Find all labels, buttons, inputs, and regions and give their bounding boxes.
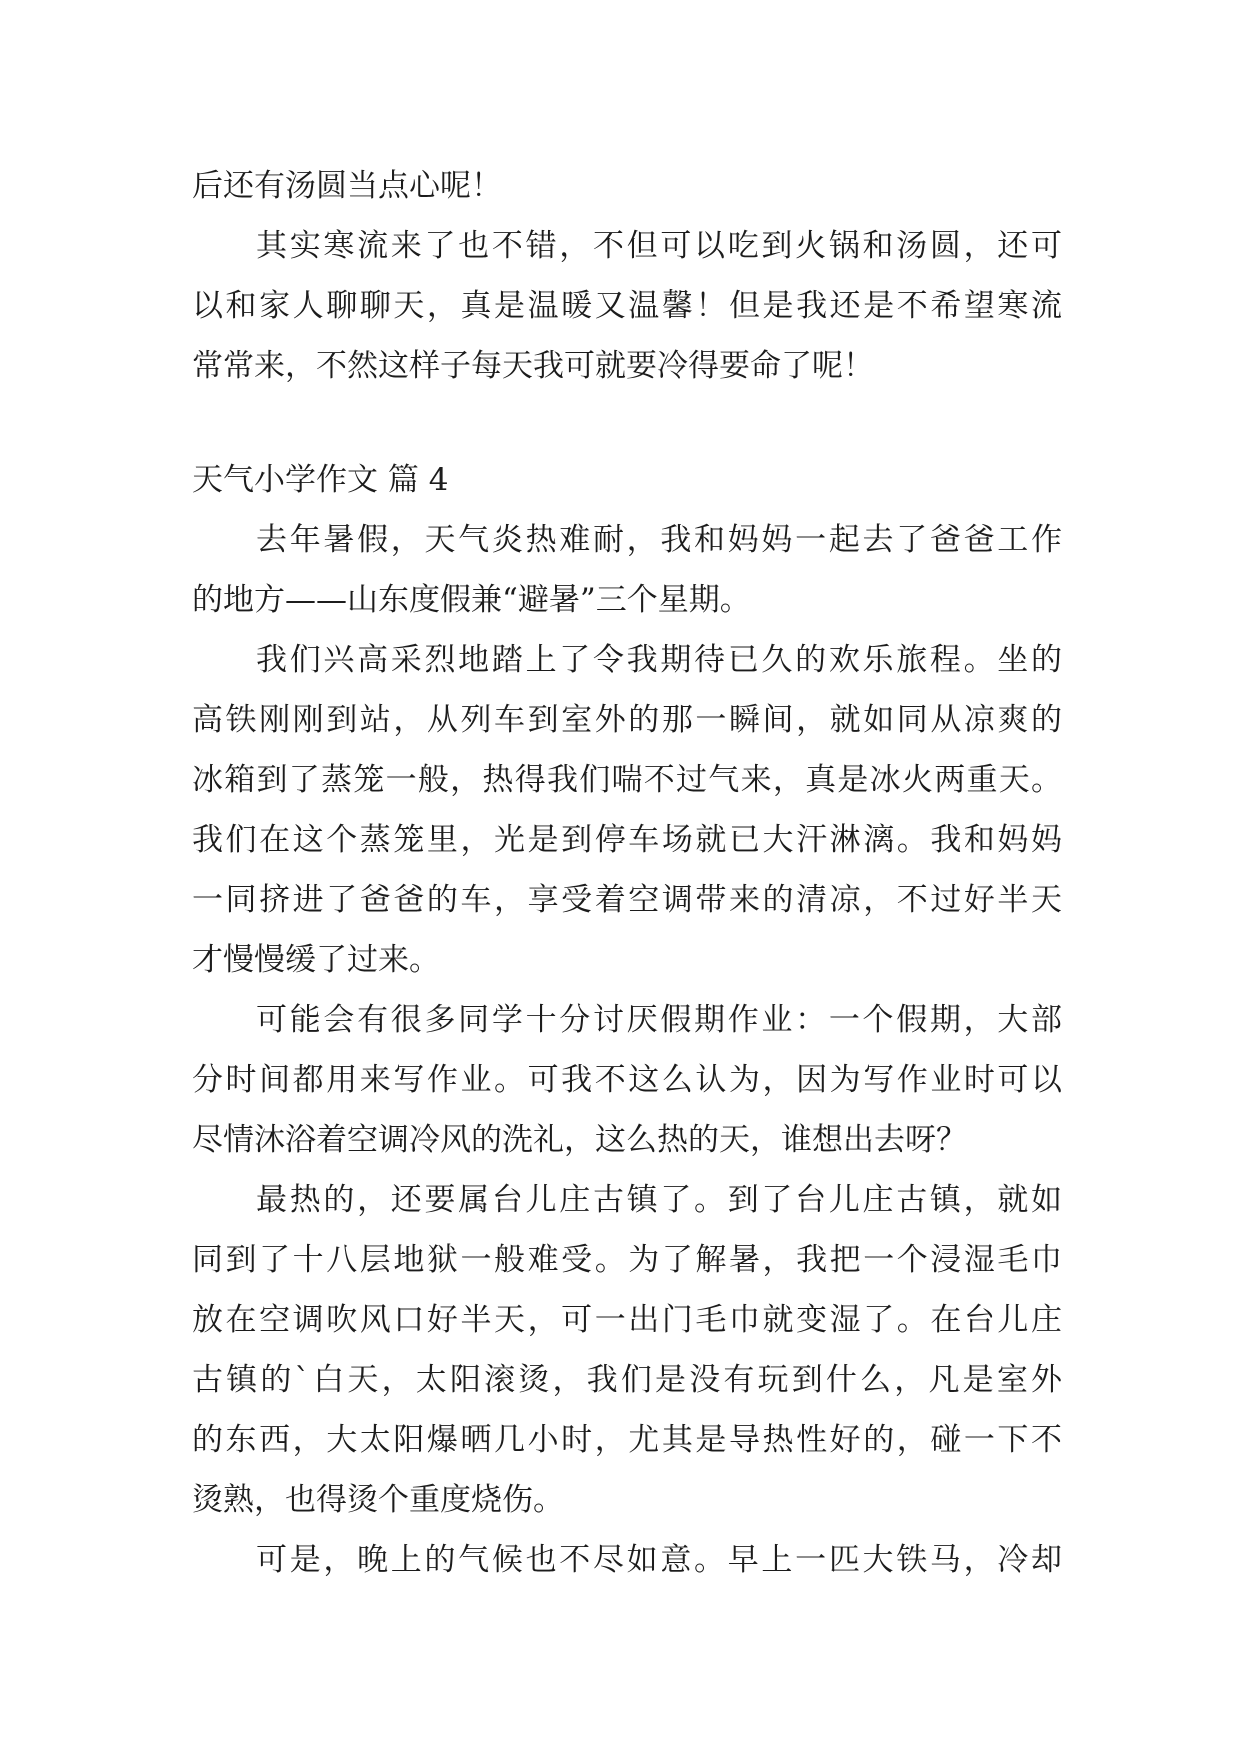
paragraph-first-line: 可能会有很多同学十分讨厌假期作业：一个假期，大部	[256, 1002, 1062, 1038]
text-line: 的东西，大太阳爆晒几小时，尤其是导热性好的，碰一下不	[192, 1422, 1062, 1458]
text-line: 放在空调吹风口好半天，可一出门毛巾就变湿了。在台儿庄	[192, 1302, 1062, 1338]
text-line: 后还有汤圆当点心呢！	[192, 168, 502, 204]
section-heading: 天气小学作文 篇 4	[192, 462, 449, 498]
text-line: 一同挤进了爸爸的车，享受着空调带来的清凉，不过好半天	[192, 882, 1062, 918]
paragraph-first-line: 可是，晚上的气候也不尽如意。早上一匹大铁马，冷却	[256, 1542, 1062, 1578]
text-line: 以和家人聊聊天，真是温暖又温馨！但是我还是不希望寒流	[192, 288, 1062, 324]
paragraph-first-line: 我们兴高采烈地踏上了令我期待已久的欢乐旅程。坐的	[256, 642, 1062, 678]
paragraph-first-line: 其实寒流来了也不错，不但可以吃到火锅和汤圆，还可	[256, 228, 1062, 264]
text-line: 分时间都用来写作业。可我不这么认为，因为写作业时可以	[192, 1062, 1062, 1098]
paragraph-first-line: 最热的，还要属台儿庄古镇了。到了台儿庄古镇，就如	[256, 1182, 1062, 1218]
text-line: 古镇的`白天，太阳滚烫，我们是没有玩到什么，凡是室外	[192, 1362, 1062, 1398]
text-line: 尽情沐浴着空调冷风的洗礼，这么热的天，谁想出去呀？	[192, 1122, 967, 1158]
text-line: 高铁刚刚到站，从列车到室外的那一瞬间，就如同从凉爽的	[192, 702, 1062, 738]
text-line: 才慢慢缓了过来。	[192, 942, 440, 978]
text-line: 烫熟，也得烫个重度烧伤。	[192, 1482, 564, 1518]
text-line: 的地方——山东度假兼“避暑”三个星期。	[192, 582, 751, 618]
text-line: 冰箱到了蒸笼一般，热得我们喘不过气来，真是冰火两重天。	[192, 762, 1062, 798]
paragraph-first-line: 去年暑假，天气炎热难耐，我和妈妈一起去了爸爸工作	[256, 522, 1062, 558]
text-line: 常常来，不然这样子每天我可就要冷得要命了呢！	[192, 348, 874, 384]
text-line: 我们在这个蒸笼里，光是到停车场就已大汗淋漓。我和妈妈	[192, 822, 1062, 858]
text-line: 同到了十八层地狱一般难受。为了解暑，我把一个浸湿毛巾	[192, 1242, 1062, 1278]
